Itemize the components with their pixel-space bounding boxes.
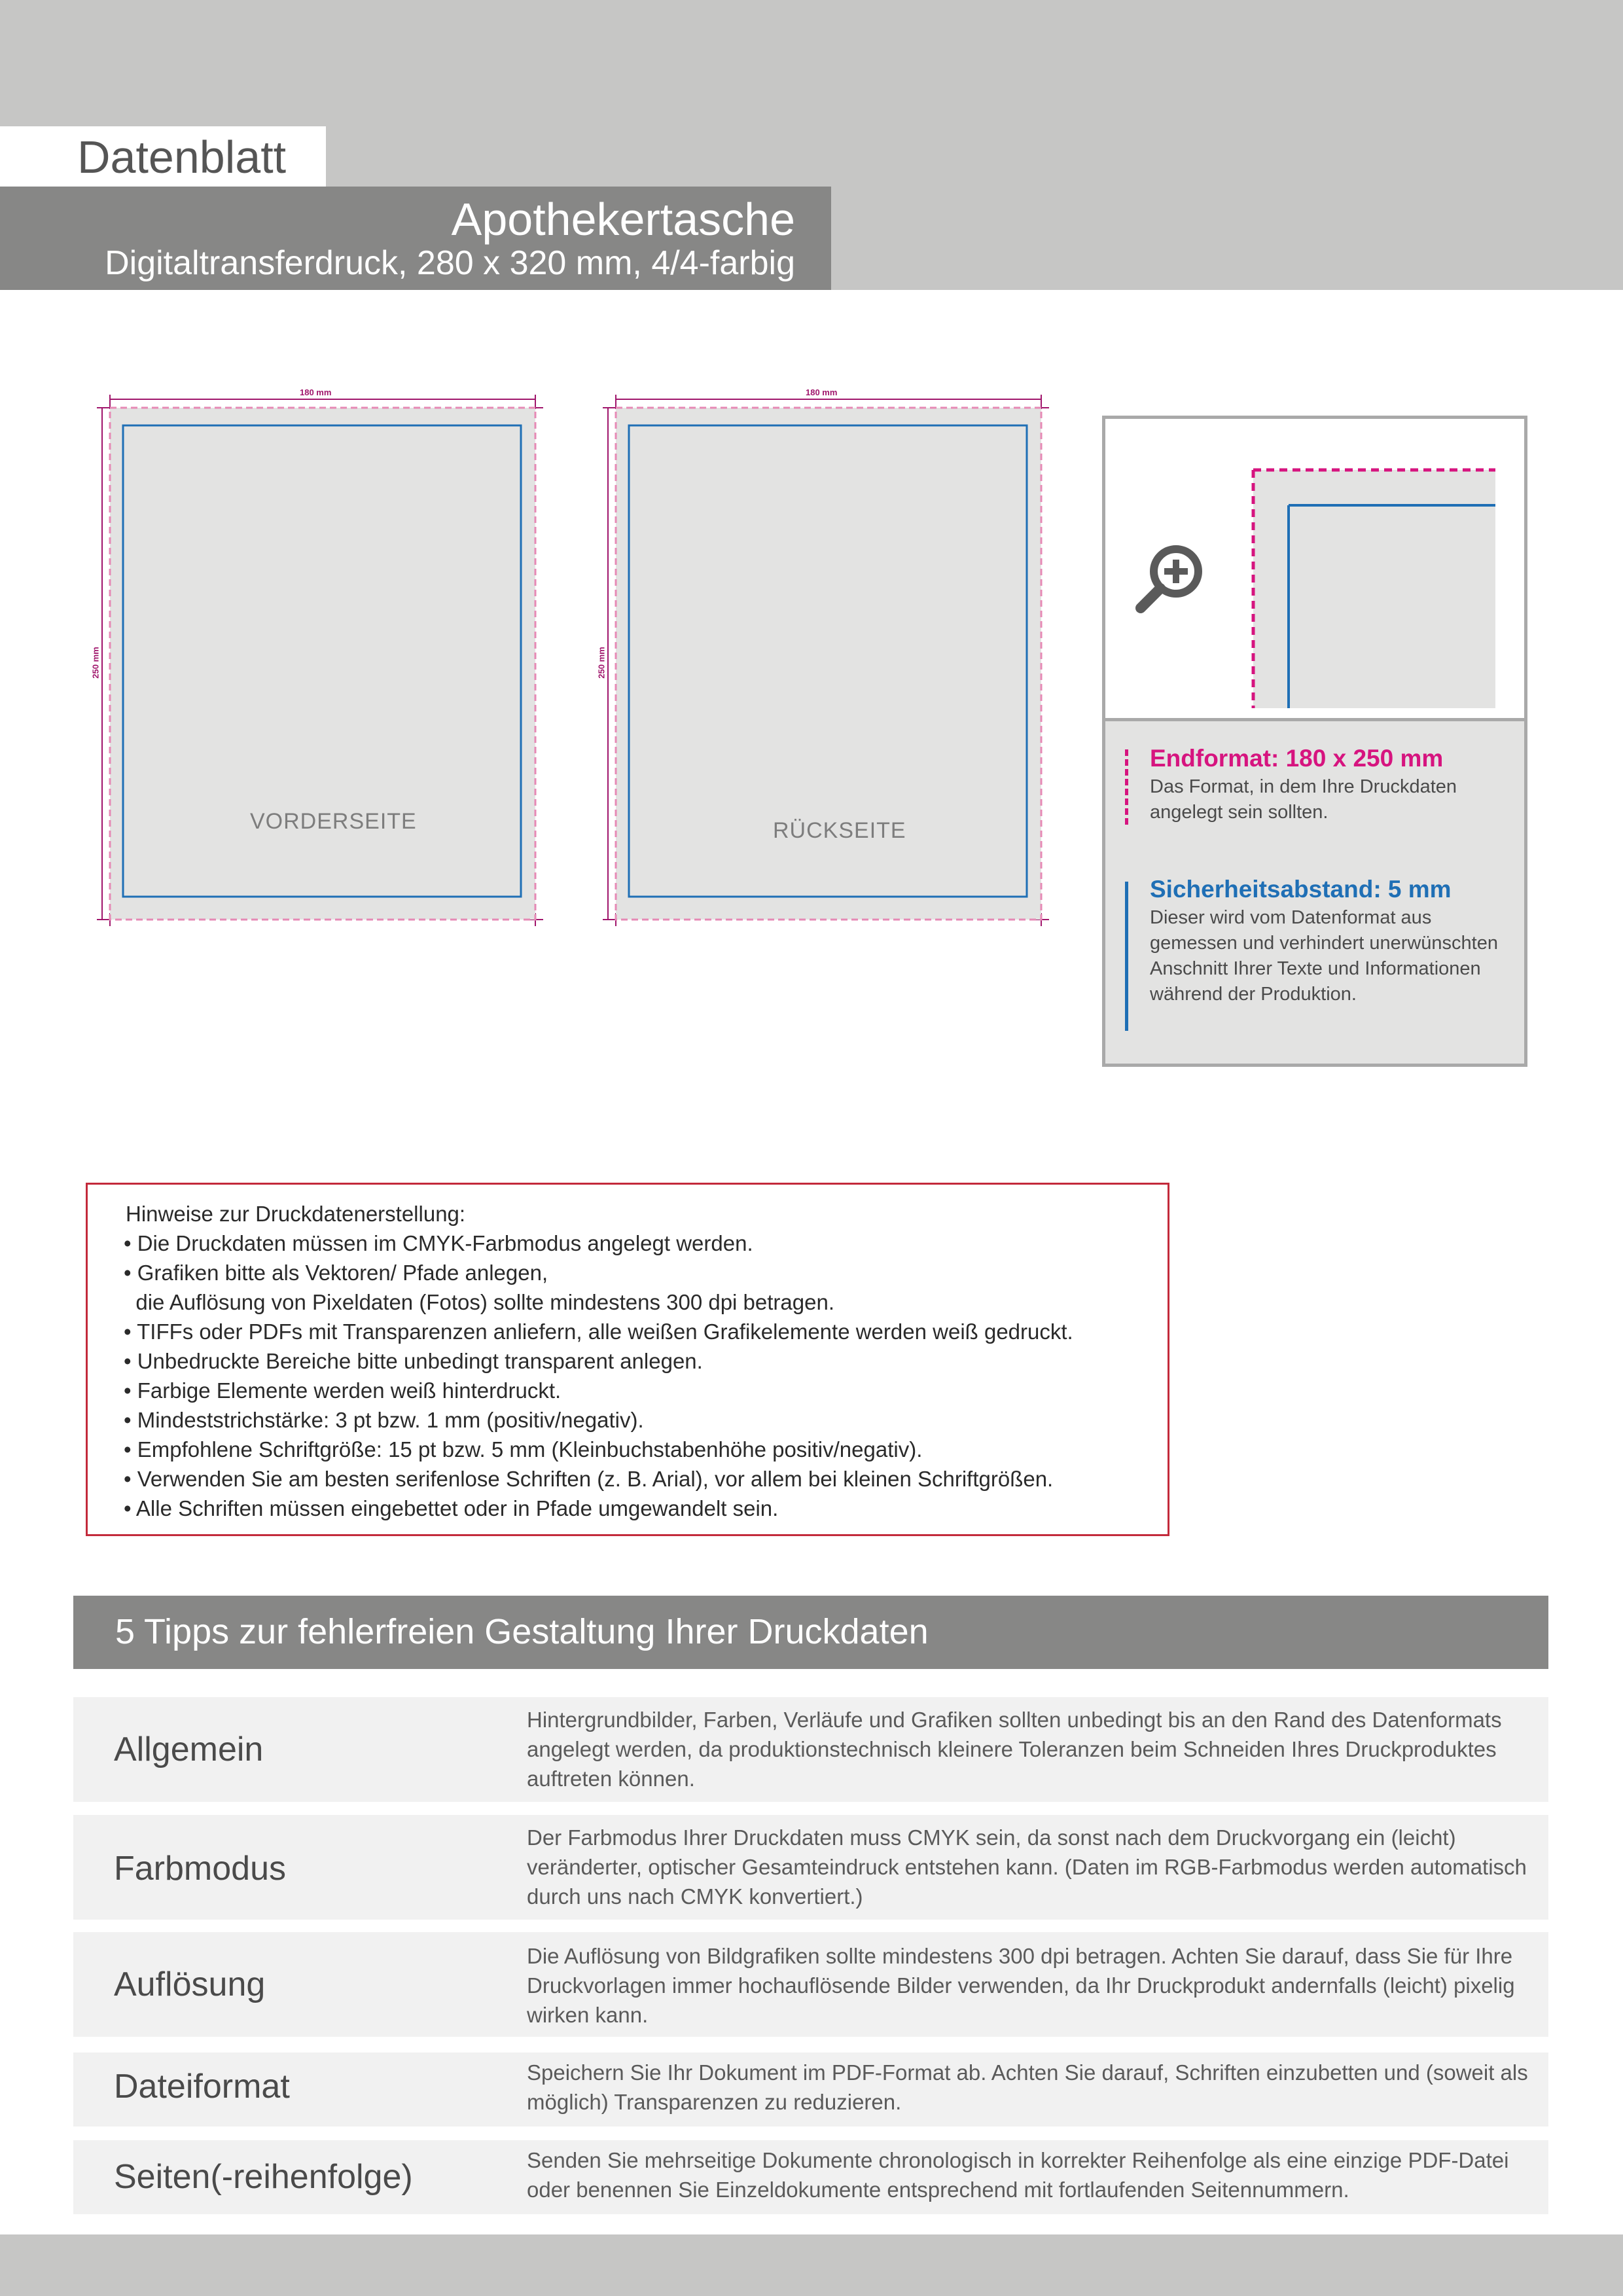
hint-item: • Mindeststrichstärke: 3 pt bzw. 1 mm (positiv/negativ).: [124, 1408, 644, 1432]
tip-text: Speichern Sie Ihr Dokument im PDF-Format ab. Achten Sie darauf, Schriften einzubetten und (soweit als möglich) Transparenzen zu reduzieren.: [527, 2060, 1528, 2114]
hint-item: • Unbedruckte Bereiche bitte unbedingt transparent anlegen.: [124, 1349, 703, 1373]
hint-item: • Farbige Elemente werden weiß hinterdruckt.: [124, 1378, 562, 1403]
legend-endformat: [1105, 744, 1524, 829]
hint-item: • Die Druckdaten müssen im CMYK-Farbmodus angelegt werden.: [124, 1231, 753, 1255]
front-width-label: 180 mm: [300, 387, 332, 397]
print-data-hints: [86, 1183, 1169, 1536]
tip-row-seitenreihenfolge: [73, 2140, 1548, 2214]
hint-item: die Auflösung von Pixeldaten (Fotos) sollte mindestens 300 dpi betragen.: [124, 1290, 835, 1314]
corner-zoom-preview: [1249, 466, 1498, 708]
tip-row-farbmodus: [73, 1815, 1548, 1920]
legend-sicherheitsabstand: [1105, 875, 1524, 1032]
tip-name: Allgemein: [114, 1731, 264, 1768]
tip-name: Dateiformat: [114, 2068, 290, 2106]
endformat-heading: Endformat: 180 x 250 mm: [1150, 745, 1444, 772]
tip-name: Auflösung: [114, 1965, 266, 2003]
back-panel: [597, 389, 1056, 933]
sicherheit-heading: Sicherheitsabstand: 5 mm: [1150, 876, 1452, 903]
tip-text: Der Farbmodus Ihrer Druckdaten muss CMYK sein, da sonst nach dem Druckvorgang ein (leicht) veränderter, optischer Gesamteindruck entstehen kann. (Daten im RGB-Farbmodus werden automatisch durch uns nach CMYK konvertiert.): [527, 1825, 1527, 1909]
tip-row-allgemein: [73, 1697, 1548, 1802]
tip-row-dateiformat: [73, 2053, 1548, 2126]
tip-text: Senden Sie mehrseitige Dokumente chronologisch in korrekter Reihenfolge als eine einzige PDF-Datei oder benennen Sie Einzeldokumente entsprechend mit fortlaufenden Seitennummern.: [527, 2148, 1509, 2202]
tip-name: Seiten(-reihenfolge): [114, 2158, 413, 2196]
front-height-label: 250 mm: [90, 647, 101, 679]
back-side-label: RÜCKSEITE: [773, 818, 906, 843]
hint-item: • Empfohlene Schriftgröße: 15 pt bzw. 5 mm (Kleinbuchstabenhöhe positiv/negativ).: [124, 1437, 923, 1462]
back-width-label: 180 mm: [806, 387, 838, 397]
front-side-label: VORDERSEITE: [250, 809, 417, 834]
tips-header: [73, 1596, 1548, 1669]
hint-item: • Verwenden Sie am besten serifenlose Schriften (z. B. Arial), vor allem bei kleinen Schriftgrößen.: [124, 1467, 1054, 1491]
title-bar: [0, 187, 831, 290]
hints-title: Hinweise zur Druckdatenerstellung:: [126, 1202, 466, 1226]
footer-band: [0, 2234, 1623, 2296]
hint-item: • Alle Schriften müssen eingebettet oder in Pfade umgewandelt sein.: [124, 1496, 779, 1520]
product-title: Apothekertasche: [451, 194, 795, 245]
endformat-text: Das Format, in dem Ihre Druckdaten angelegt sein sollten.: [1150, 776, 1457, 823]
hints-list: [124, 1229, 1073, 1523]
datenblatt-label: Datenblatt: [77, 132, 287, 183]
tip-name: Farbmodus: [114, 1850, 286, 1888]
hint-item: • Grafiken bitte als Vektoren/ Pfade anlegen,: [124, 1261, 548, 1285]
magnifier-plus-icon: [1132, 540, 1210, 619]
zoom-area: [1105, 419, 1524, 721]
product-subtitle: Digitaltransferdruck, 280 x 320 mm, 4/4-farbig: [105, 244, 795, 282]
hint-item: • TIFFs oder PDFs mit Transparenzen anliefern, alle weißen Grafikelemente werden weiß gedruckt.: [124, 1319, 1073, 1344]
sicherheit-text: Dieser wird vom Datenformat aus gemessen und verhindert unerwünschten Anschnitt Ihrer Texte und Informationen während der Produktion.: [1150, 907, 1498, 1005]
back-panel-drawing: [597, 389, 1056, 933]
tip-text: Die Auflösung von Bildgrafiken sollte mindestens 300 dpi betragen. Achten Sie darauf, dass Sie für Ihre Druckvorlagen immer hochauflösende Bilder verwenden, da Ihr Druckprodukt andernfalls (leicht) pixelig wirken kann.: [527, 1944, 1515, 2027]
tip-row-aufloesung: [73, 1932, 1548, 2037]
front-panel: [92, 389, 550, 933]
sicherheit-marker: [1125, 882, 1128, 1031]
tips-title: 5 Tipps zur fehlerfreien Gestaltung Ihrer Druckdaten: [115, 1612, 929, 1651]
tip-text: Hintergrundbilder, Farben, Verläufe und Grafiken sollten unbedingt bis an den Rand des Datenformats angelegt werden, da produktionstechnisch kleinere Toleranzen beim Schneiden Ihres Druckproduktes auftreten können.: [527, 1708, 1502, 1791]
back-height-label: 250 mm: [596, 647, 607, 679]
endformat-marker: [1125, 749, 1128, 825]
legend-box: [1102, 416, 1527, 1067]
front-panel-drawing: [92, 389, 550, 933]
